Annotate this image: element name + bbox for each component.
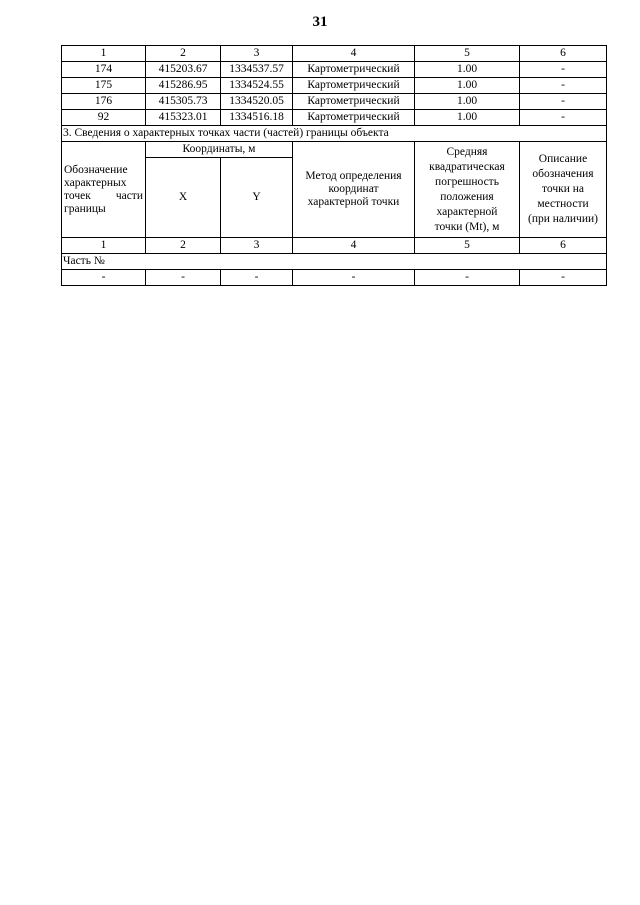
description: -	[520, 78, 607, 94]
column-number-row	[62, 46, 607, 62]
method: Картометрический	[293, 78, 415, 94]
y-header: Y	[221, 158, 293, 238]
designation-word: части	[115, 189, 143, 202]
error-mt: 1.00	[415, 110, 520, 126]
error-line: квадратическая	[429, 160, 505, 173]
point-number: 175	[62, 78, 146, 94]
point-number: 92	[62, 110, 146, 126]
page-number: 31	[312, 14, 328, 30]
description-line: (при наличии)	[528, 213, 598, 225]
section-title-row	[62, 126, 607, 142]
coord-x: 415305.73	[146, 94, 221, 110]
designation-header	[62, 142, 146, 238]
description: -	[520, 94, 607, 110]
column-number: 2	[146, 238, 221, 254]
description: -	[520, 110, 607, 126]
column-number: 5	[415, 46, 520, 62]
designation-line: Обозначение	[64, 163, 128, 176]
description-line: местности	[537, 198, 589, 210]
method-header	[293, 142, 415, 238]
error-line: погрешность	[435, 175, 499, 188]
designation-line: границы	[64, 202, 106, 215]
section-title: 3. Сведения о характерных точках части (частей) границы объекта	[62, 126, 607, 142]
coord-y: 1334524.55	[221, 78, 293, 94]
coord-y: 1334537.57	[221, 62, 293, 78]
column-number: 1	[62, 46, 146, 62]
column-number: 5	[415, 238, 520, 254]
description-header	[520, 142, 607, 238]
designation-line: характерных	[64, 176, 127, 189]
empty-cell: -	[221, 270, 293, 286]
error-mt: 1.00	[415, 62, 520, 78]
error-line: Средняя	[446, 145, 488, 158]
error-mt: 1.00	[415, 94, 520, 110]
designation-word: точек	[64, 189, 91, 202]
error-header	[415, 142, 520, 238]
designation-line	[64, 190, 143, 203]
boundary-points-table	[61, 45, 607, 286]
method-line: Метод определения	[305, 170, 402, 182]
column-number: 3	[221, 238, 293, 254]
table-row	[62, 270, 607, 286]
coord-x: 415323.01	[146, 110, 221, 126]
empty-cell: -	[62, 270, 146, 286]
column-number: 6	[520, 238, 607, 254]
empty-cell: -	[520, 270, 607, 286]
method-line: характерной точки	[307, 196, 400, 208]
empty-cell: -	[146, 270, 221, 286]
table-row	[62, 62, 607, 78]
method-line: координат	[328, 183, 379, 195]
description: -	[520, 62, 607, 78]
description-line: точки на	[542, 183, 584, 195]
method: Картометрический	[293, 62, 415, 78]
point-number: 176	[62, 94, 146, 110]
x-header: X	[146, 158, 221, 238]
point-number: 174	[62, 62, 146, 78]
column-number: 4	[293, 46, 415, 62]
column-number-row	[62, 238, 607, 254]
table-row	[62, 78, 607, 94]
description-line: Описание	[538, 153, 588, 165]
column-number: 3	[221, 46, 293, 62]
part-label: Часть №	[62, 254, 607, 270]
error-mt: 1.00	[415, 78, 520, 94]
description-line: обозначения	[532, 168, 594, 180]
section-header-row	[62, 142, 607, 158]
empty-cell: -	[293, 270, 415, 286]
method: Картометрический	[293, 110, 415, 126]
error-line: точки (Mt), м	[434, 220, 500, 233]
part-row	[62, 254, 607, 270]
coord-y: 1334520.05	[221, 94, 293, 110]
error-line: характерной	[436, 205, 498, 218]
column-number: 6	[520, 46, 607, 62]
error-line: положения	[440, 190, 494, 203]
table-row	[62, 110, 607, 126]
table-row	[62, 94, 607, 110]
coord-y: 1334516.18	[221, 110, 293, 126]
coordinates-header: Координаты, м	[146, 142, 293, 158]
coord-x: 415286.95	[146, 78, 221, 94]
coord-x: 415203.67	[146, 62, 221, 78]
column-number: 1	[62, 238, 146, 254]
empty-cell: -	[415, 270, 520, 286]
column-number: 4	[293, 238, 415, 254]
method: Картометрический	[293, 94, 415, 110]
column-number: 2	[146, 46, 221, 62]
